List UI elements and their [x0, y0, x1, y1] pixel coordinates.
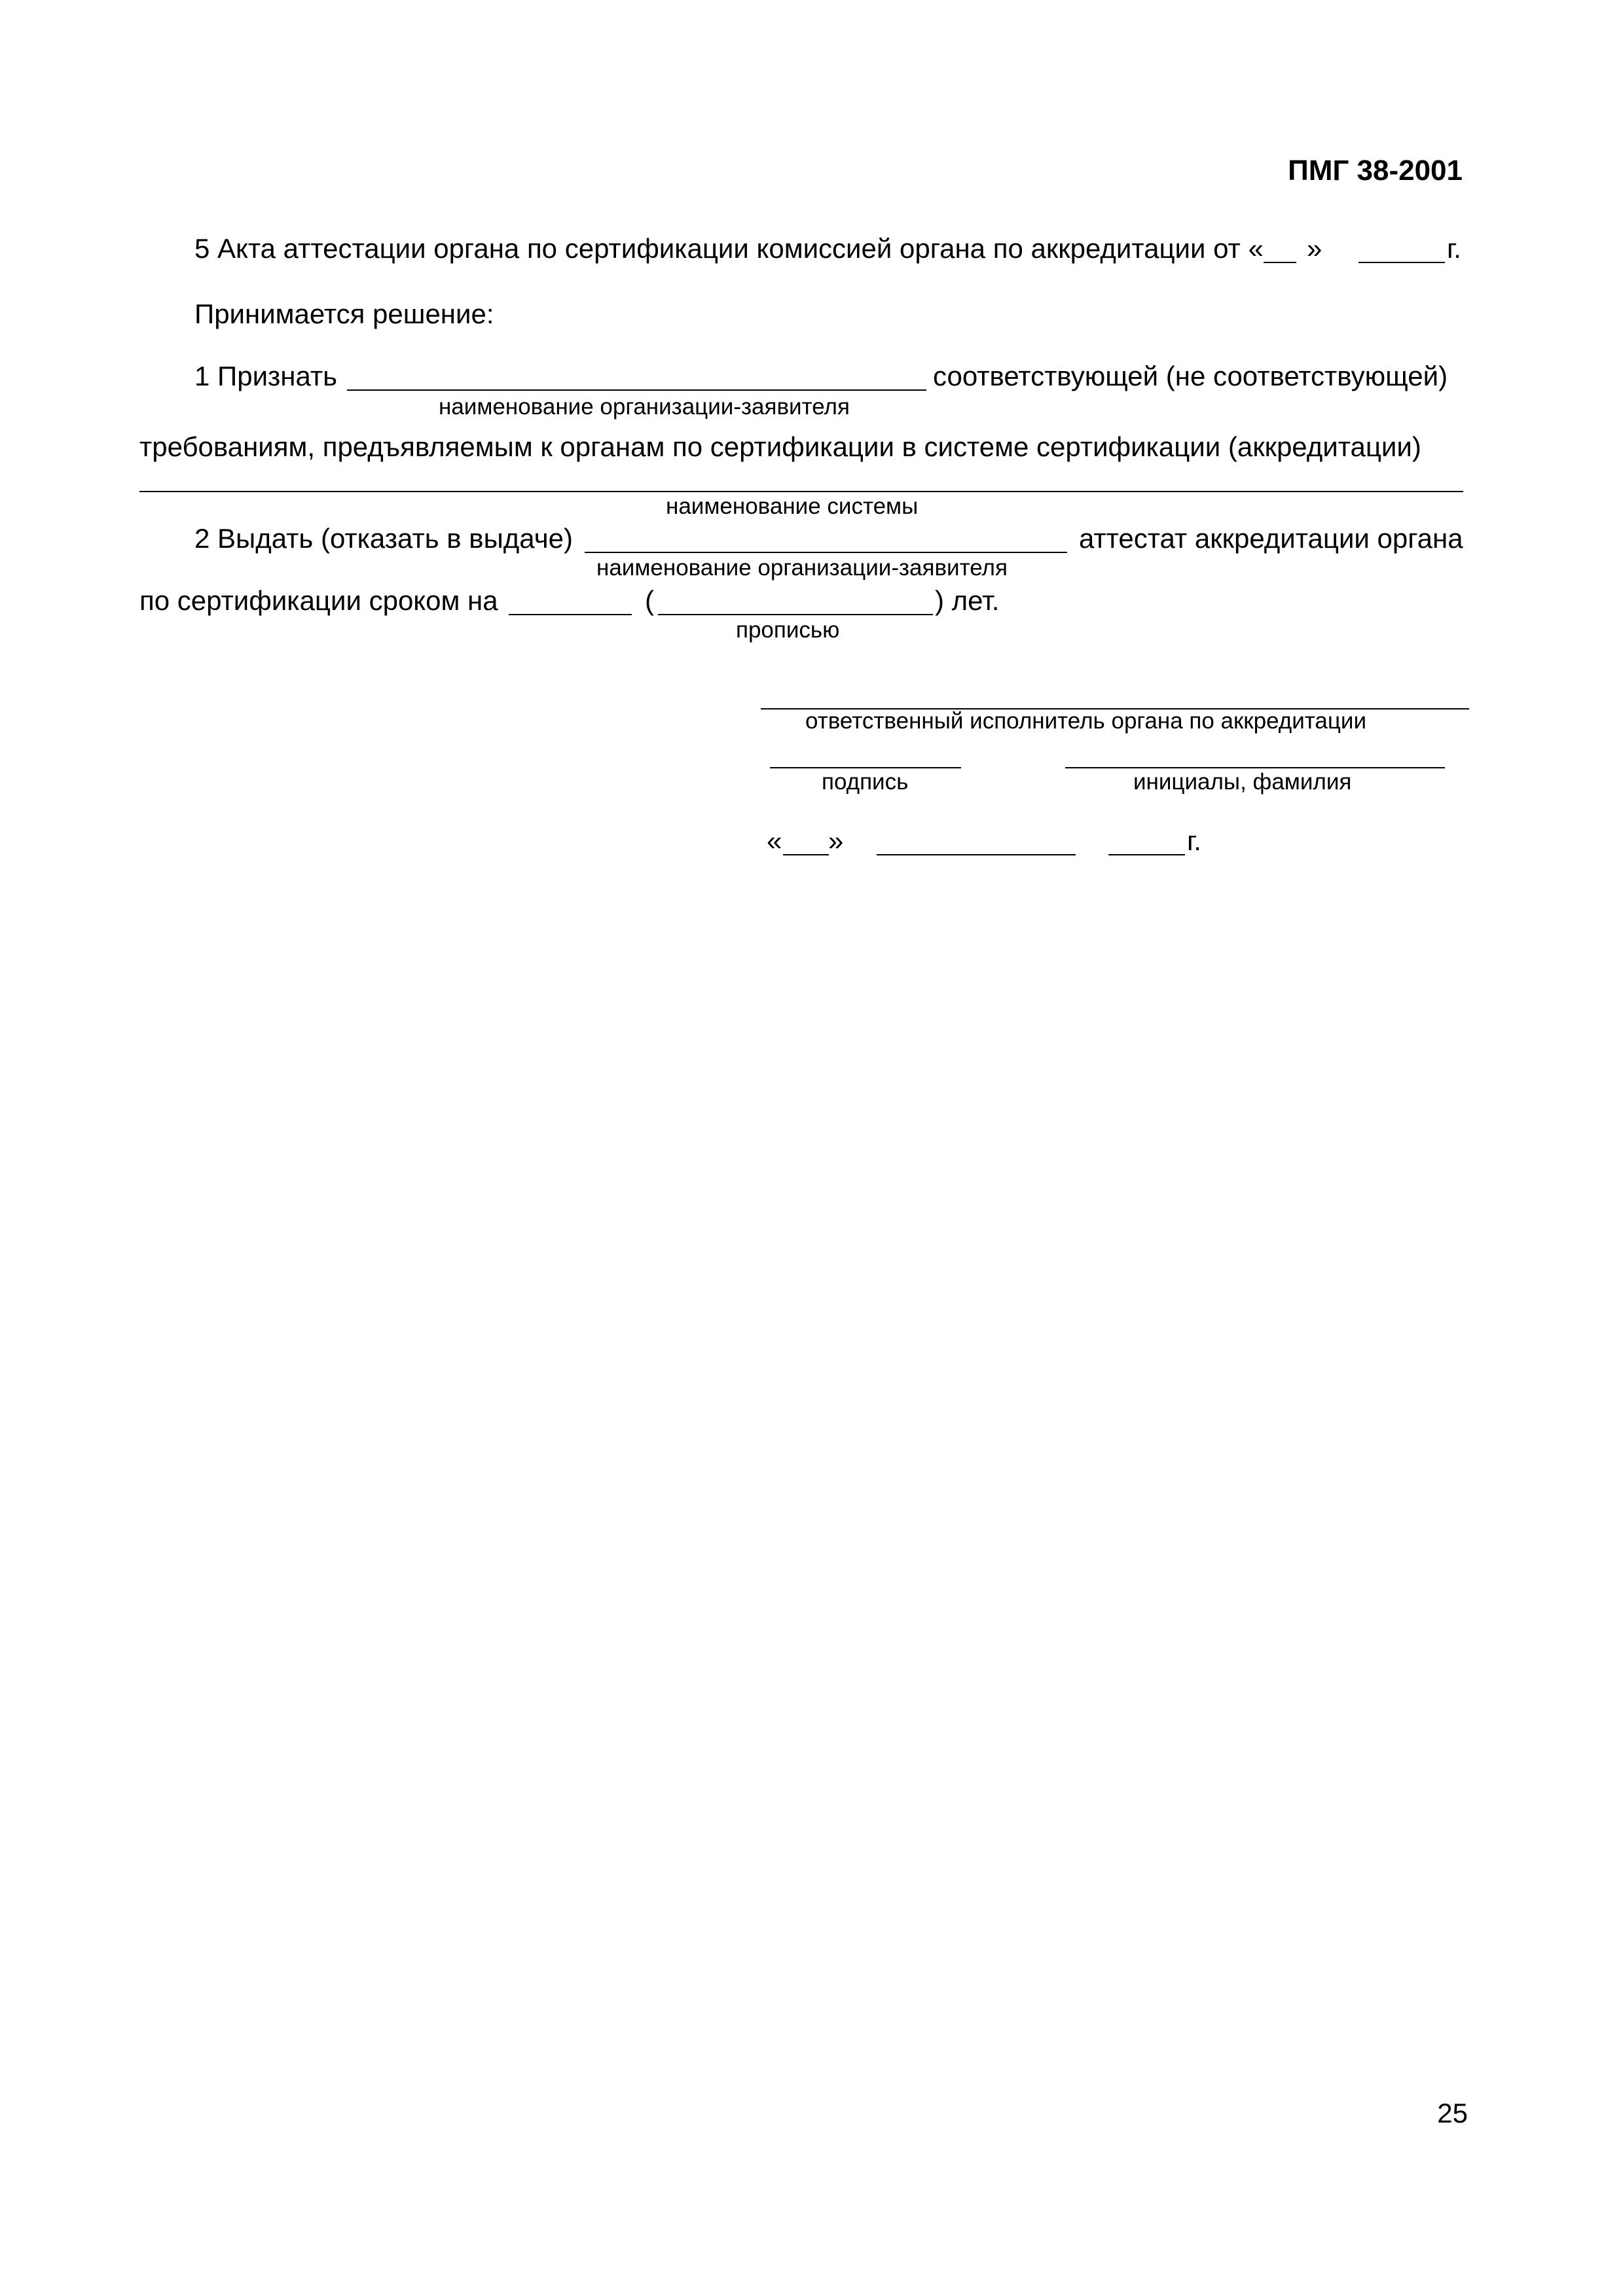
para5-day-blank: [1264, 262, 1296, 263]
item1-system-blank: [139, 491, 1463, 492]
signature-line: [770, 767, 961, 768]
caption-executive: ответственный исполнитель органа по аккредитации: [805, 708, 1367, 734]
caption-name: инициалы, фамилия: [1133, 769, 1352, 795]
document-code: ПМГ 38-2001: [1288, 154, 1463, 187]
date-year-suffix: г.: [1187, 825, 1201, 856]
decision-intro: Принимается решение:: [194, 298, 494, 329]
item2-paren-open: (: [645, 585, 654, 616]
para5-year-suffix: г.: [1447, 233, 1461, 264]
date-year-blank: [1108, 854, 1185, 855]
caption-signature: подпись: [822, 769, 909, 795]
item1-org-blank: [347, 389, 926, 391]
date-month-blank: [877, 854, 1076, 855]
para5-month-blank: [1359, 262, 1445, 263]
item2-words-blank: [658, 614, 933, 615]
item2-caption-words: прописью: [736, 617, 840, 643]
date-quote-close: »: [828, 825, 844, 856]
item2-suffix: аттестат аккредитации органа: [1079, 523, 1463, 554]
item1-prefix: 1 Признать: [194, 361, 338, 391]
item2-caption-org: наименование организации-заявителя: [596, 555, 1008, 581]
item2-org-blank: [585, 552, 1067, 553]
date-quote-open: «: [767, 825, 782, 856]
item2-line2-prefix: по сертификации сроком на: [139, 585, 498, 616]
item2-prefix: 2 Выдать (отказать в выдаче): [194, 523, 573, 554]
para5-quote-close: »: [1307, 233, 1322, 264]
para5-text: 5 Акта аттестации органа по сертификации комиссией органа по аккредитации от «: [194, 233, 1264, 264]
date-day-blank: [783, 854, 829, 855]
item1-caption-system: наименование системы: [666, 493, 919, 519]
item1-suffix: соответствующей (не соответствующей): [933, 361, 1448, 391]
item1-line2: требованиям, предъявляемым к органам по сертификации в системе сертификации (аккредитации): [139, 431, 1421, 462]
item2-paren-close: ) лет.: [935, 585, 1000, 616]
item1-caption-org: наименование организации-заявителя: [439, 394, 850, 420]
item2-term-blank: [509, 614, 632, 615]
name-line: [1065, 767, 1445, 768]
page-number: 25: [1437, 2098, 1468, 2128]
